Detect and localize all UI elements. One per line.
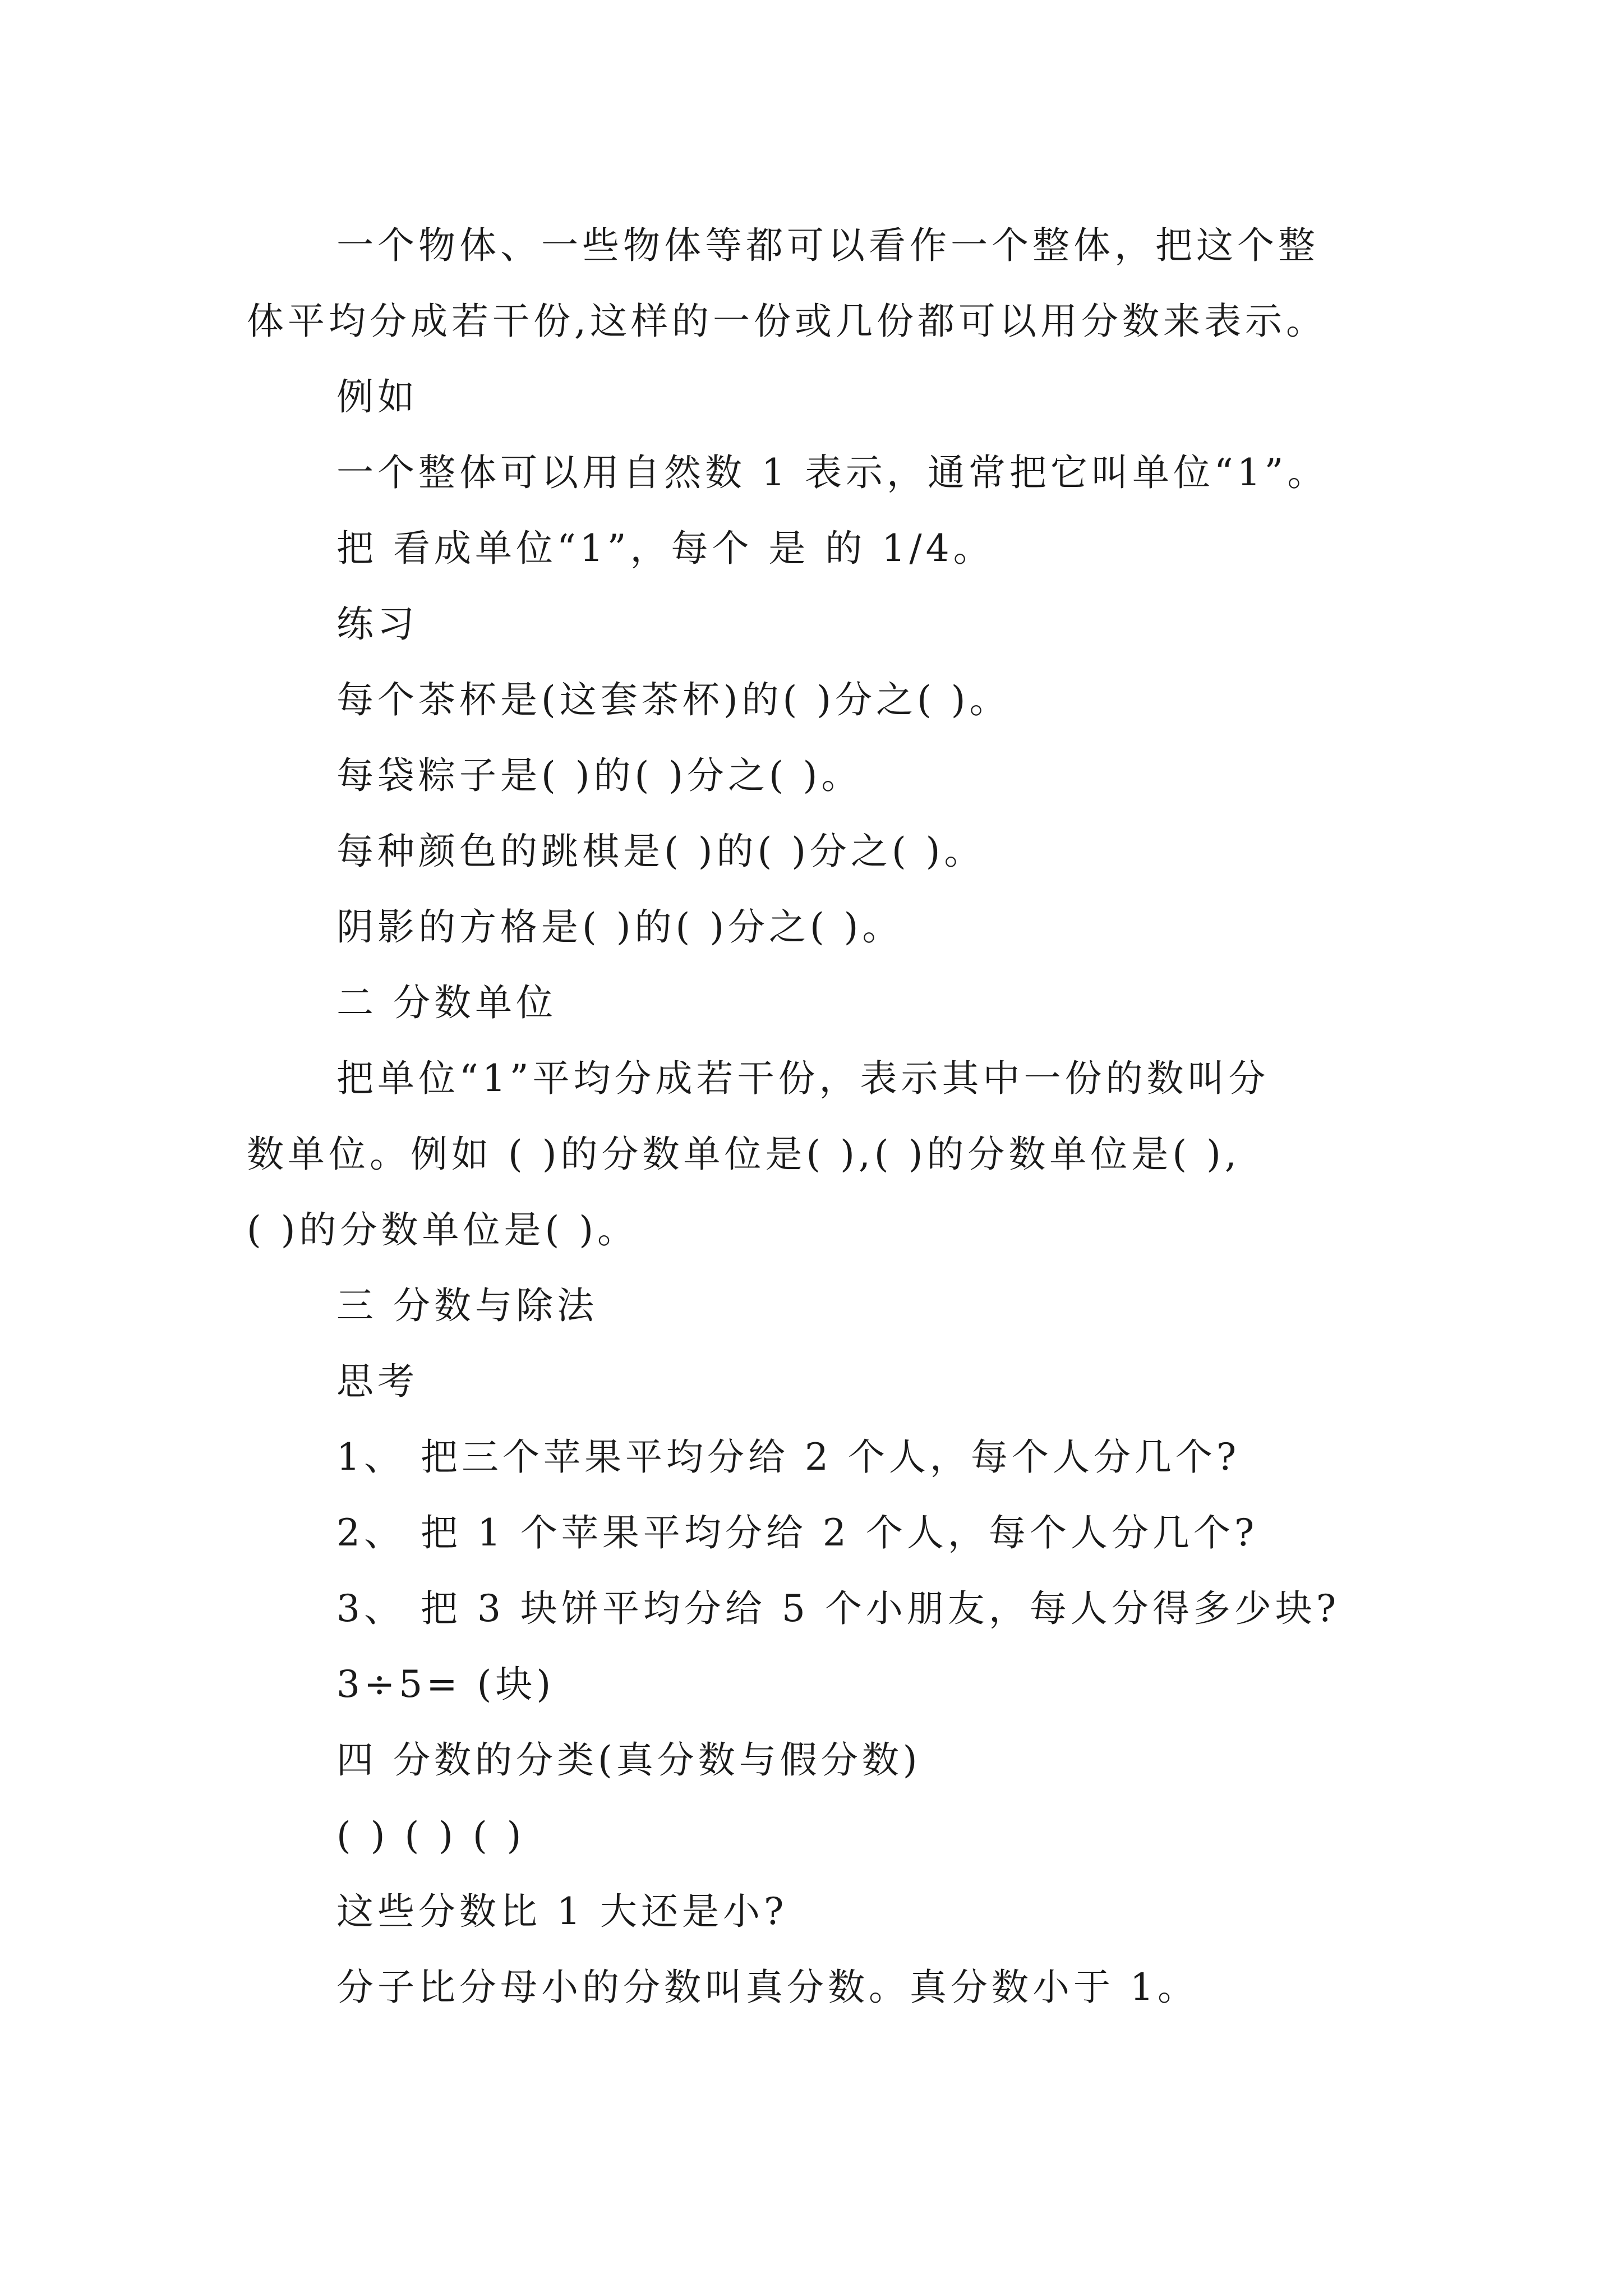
compare-question: 这些分数比 1 大还是小? (336, 1890, 788, 1933)
example-heading: 例如 (336, 375, 418, 418)
section-heading-4: 四 分数的分类(真分数与假分数) (336, 1738, 921, 1782)
definition-line-1: 把单位“1”平均分成若干份，表示其中一份的数叫分 (336, 1057, 1270, 1100)
question-2: 2、 把 1 个苹果平均分给 2 个人，每个人分几个? (336, 1511, 1258, 1554)
blank-fractions: ( ) ( ) ( ) (336, 1814, 525, 1857)
paragraph-line-1: 一个物体、一些物体等都可以看作一个整体，把这个整 (336, 224, 1319, 267)
practice-heading: 练习 (336, 602, 418, 646)
proper-fraction-definition: 分子比分母小的分数叫真分数。真分数小于 1。 (336, 1966, 1198, 2009)
text-line-quarter: 把 看成单位“1”，每个 是 的 1/4。 (336, 527, 994, 570)
section-heading-3: 三 分数与除法 (336, 1284, 598, 1327)
paragraph-line-2: 体平均分成若干份,这样的一份或几份都可以用分数来表示。 (247, 300, 1327, 343)
division-equation: 3÷5= (块) (336, 1663, 555, 1706)
question-3: 3、 把 3 块饼平均分给 5 个小朋友，每人分得多少块? (336, 1587, 1340, 1630)
text-line-unit-one: 一个整体可以用自然数 1 表示，通常把它叫单位“1”。 (336, 451, 1329, 494)
exercise-line-1: 每个茶杯是(这套茶杯)的( )分之( )。 (336, 678, 1011, 721)
section-heading-2: 二 分数单位 (336, 981, 557, 1024)
definition-line-3: ( )的分数单位是( )。 (247, 1208, 638, 1251)
exercise-line-2: 每袋粽子是( )的( )分之( )。 (336, 754, 863, 797)
question-1: 1、 把三个苹果平均分给 2 个人，每个人分几个? (336, 1435, 1241, 1479)
exercise-line-3: 每种颜色的跳棋是( )的( )分之( )。 (336, 830, 985, 873)
exercise-line-4: 阴影的方格是( )的( )分之( )。 (336, 905, 903, 949)
think-heading: 思考 (336, 1360, 418, 1403)
definition-line-2: 数单位。例如 ( )的分数单位是( ),( )的分数单位是( ), (247, 1133, 1241, 1176)
